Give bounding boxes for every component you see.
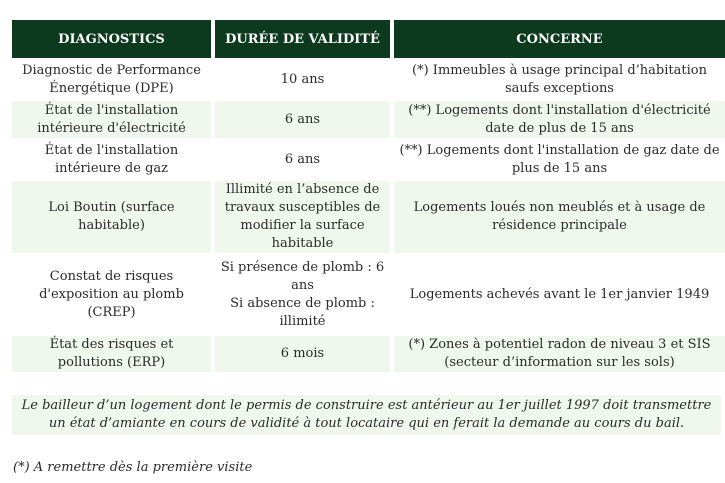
validity-cell: 6 mois <box>211 333 390 372</box>
table-row <box>12 138 725 178</box>
validity-cell: 10 ans <box>211 58 390 98</box>
footnote: (*) A remettre dès la première visite <box>13 460 253 475</box>
table-row <box>12 178 725 253</box>
scope-cell: Logements achevés avant le 1er janvier 1949 <box>390 253 725 333</box>
diagnostics-table <box>12 20 725 372</box>
diagnostic-cell: État de l'installation intérieure de gaz <box>12 138 211 178</box>
validity-cell: Illimité en l’absence de travaux susceptibles de modifier la surface habitable <box>211 178 390 253</box>
table-row <box>12 253 725 333</box>
asbestos-note <box>12 395 721 435</box>
diagnostic-cell: État de l'installation intérieure d'électricité <box>12 98 211 138</box>
header-diagnostics: DIAGNOSTICS <box>12 20 211 58</box>
diagnostic-cell: Loi Boutin (surface habitable) <box>12 178 211 253</box>
validity-cell: 6 ans <box>211 98 390 138</box>
header-scope: CONCERNE <box>390 20 725 58</box>
asbestos-note-text: Le bailleur d’un logement dont le permis de construire est antérieur au 1er juillet 1997 doit transmettre un état d’amiante en cours de validité à tout locataire qui en ferait la demande au cours du bail. <box>21 398 712 431</box>
validity-line: Si absence de plomb : illimité <box>230 295 375 329</box>
header-validity: DURÉE DE VALIDITÉ <box>211 20 390 58</box>
scope-cell: Logements loués non meublés et à usage de résidence principale <box>390 178 725 253</box>
diagnostic-cell: Constat de risques d'exposition au plomb (CREP) <box>12 253 211 333</box>
scope-cell: (**) Logements dont l'installation de gaz date de plus de 15 ans <box>390 138 725 178</box>
validity-line: Si présence de plomb : 6 ans <box>220 259 385 293</box>
diagnostic-cell: Diagnostic de Performance Énergétique (DPE) <box>12 58 211 98</box>
validity-cell: 6 ans <box>211 138 390 178</box>
table-header-row <box>12 20 725 58</box>
scope-cell: (*) Zones à potentiel radon de niveau 3 et SIS (secteur d’information sur les sols) <box>390 333 725 372</box>
table-row <box>12 98 725 138</box>
table-row <box>12 333 725 372</box>
validity-cell <box>211 253 390 333</box>
table-row <box>12 58 725 98</box>
scope-cell: (*) Immeubles à usage principal d’habitation saufs exceptions <box>390 58 725 98</box>
diagnostic-cell: État des risques et pollutions (ERP) <box>12 333 211 372</box>
scope-cell: (**) Logements dont l'installation d'électricité date de plus de 15 ans <box>390 98 725 138</box>
